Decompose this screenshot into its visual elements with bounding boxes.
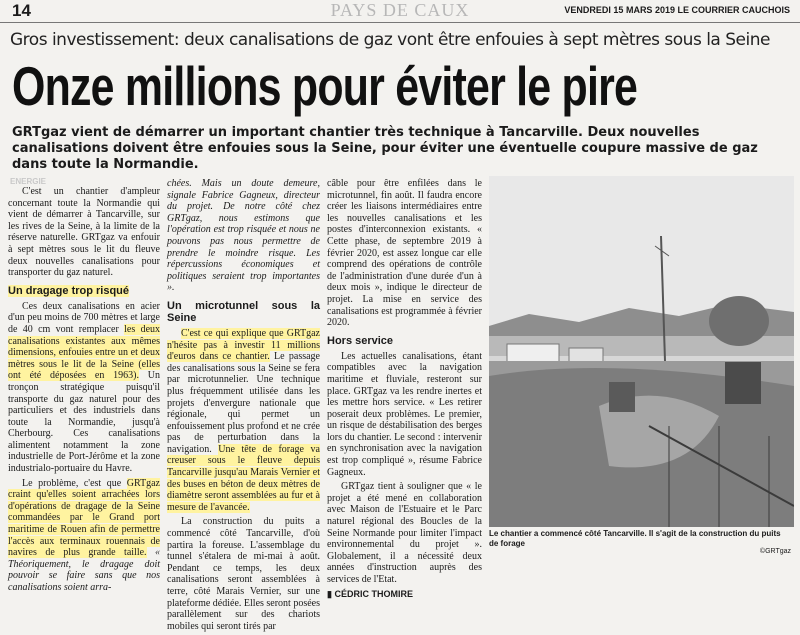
text-run: Le passage des canalisations sous la Seine se fera par microtunnelier. Une technique plus fréquemment utilisée dans les projets d'envergure nationale que régionale, qui permet un enfouissement plus profond et ne crée pas de perturbation dans la navigation.: [167, 351, 320, 455]
author-name: CÉDRIC THOMIRE: [334, 588, 413, 599]
paragraph: [8, 478, 160, 594]
highlighted-text: GRTgaz craint qu'elles soient arrachées lors d'opérations de dragage de la Seine commandées par le Grand port maritime de Rouen afin de permettre l'accès aux terminaux rouennais de navires de plus grande taille.: [8, 477, 160, 559]
paper-name: LE COURRIER CAUCHOIS: [677, 5, 790, 15]
standfirst: GRTgaz vient de démarrer un important chantier très technique à Tancarville. Deux nouvelles canalisations doivent être enfouies sous la Seine, pour éviter une éventuelle coupure massive de gaz dans toute la Normandie.: [12, 125, 758, 172]
construction-site-photo: [489, 176, 794, 527]
paragraph: [8, 301, 160, 475]
photo-illustration: [489, 176, 794, 527]
article-column-2: [167, 178, 320, 635]
subheading-text: Un dragage trop risqué: [8, 284, 130, 297]
kicker: Gros investissement: deux canalisations de gaz vont être enfouies à sept mètres sous la Seine: [10, 30, 770, 50]
highlighted-text: les deux canalisations existantes aux mêmes dimensions, enfouies entre un et deux mètres sous le lit de la Seine (elles ont été déposées en 1963).: [8, 323, 161, 382]
byline: ▮ CÉDRIC THOMIRE: [327, 588, 413, 599]
rubric-label: ENERGIE: [10, 177, 47, 186]
quote-text: chées. Mais un doute demeure, signale Fabrice Gagneux, directeur du projet. De notre côté chez GRTgaz, nous estimons que l'opération est trop risquée et nous ne pouvons pas nous permettre de prendre le moindre risque. Les répercussions économiques et politiques seraient trop importantes ».: [167, 178, 320, 294]
quote-text: « Théoriquement, le dragage doit pouvoir se faire sans que nos canalisations soient arra-: [8, 547, 161, 593]
headline: Onze millions pour éviter le pire: [12, 55, 638, 117]
paragraph: GRTgaz tient à souligner que « le projet a été mené en collaboration avec Maison de l'Estuaire et le Parc naturel régional des Boucles de la Seine Normande pour limiter l'impact environnemental du projet ». Globalement, il a nécessité deux années d'instruction auprès des services de l'Etat.: [327, 481, 482, 585]
subheading: Hors service: [327, 334, 394, 347]
article-column-3: [327, 178, 482, 600]
page-number: 14: [12, 1, 31, 20]
paragraph: [167, 328, 320, 514]
highlighted-text: C'est ce qui explique que GRTgaz n'hésite pas à investir 11 millions d'euros dans ce chantier.: [167, 327, 320, 363]
masthead: [0, 0, 800, 23]
paragraph: câble pour être enfilées dans le microtunnel, fin août. Il faudra encore créer les liaisons intermédiaires entre les nouvelles canalisations et les postes d'interconnexion existants. « Cette phase, de septembre 2019 à février 2020, est assez longue car elle comprend des opérations de contrôle de l'administration d'une durée d'un à deux mois », indique le directeur de projet. La mise en service des canalisations est programmée à février 2020.: [327, 178, 482, 329]
article-column-1: [8, 186, 160, 597]
issue-date: VENDREDI 15 MARS 2019: [564, 5, 675, 15]
highlighted-text: Une tête de forage va creuser sous le fleuve depuis Tancarville jusqu'au Marais Vernier et des buses en béton de deux mètres de diamètre seront assemblées au fur et à mesure de l'avancée.: [167, 443, 320, 513]
paragraph: [167, 178, 320, 294]
subheading: Un microtunnel sous la Seine: [167, 299, 320, 324]
section-title: PAYS DE CAUX: [330, 0, 470, 20]
paragraph: Les actuelles canalisations, étant compatibles avec la navigation maritime et fluviale, resteront sur place. GRTgaz va les rendre inertes et les mettre hors service. « Les retirer poserait deux problèmes. Le premier, un risque de déstabilisation des berges lors du chantier. Le second : intervenir en synchronisation avec la navigation est trop compliqué », résume Fabrice Gagneux.: [327, 350, 482, 478]
text-run: Un tronçon stratégique puisqu'il transporte du gaz naturel pour des particuliers et des industriels dans toute la Normandie, jusqu'à Cherbourg. Ces canalisations alimentent notamment la zone industrielle de Port-Jérôme et la zone industrialo-portuaire du Havre.: [8, 370, 160, 475]
paragraph: La construction du puits a commencé côté Tancarville, d'où partira la foreuse. L'assemblage du tunnel s'étalera de mi-mai à août. Pendant ce temps, les deux canalisations seront assemblées à terre, côté Marais Vernier, sur une plateforme dédiée. Elles seront posées parallèlement sur des chariots mobiles qui seront tirés par: [167, 516, 320, 632]
paragraph: C'est un chantier d'ampleur concernant toute la Normandie qui vient de démarrer à Tancarville, sur les rives de la Seine, à la limite de la réserve naturelle. GRTgaz va enfouir à sept mètres sous le lit du fleuve deux nouvelles canalisations pour transporter du gaz naturel.: [8, 186, 160, 279]
photo-credit: ©GRTgaz: [759, 548, 791, 555]
photo-caption: Le chantier a commencé côté Tancarville. Il s'agit de la construction du puits de forage: [489, 529, 781, 548]
subheading: [8, 285, 160, 297]
text-run: Le problème, c'est que: [22, 477, 127, 489]
text-run: Ces deux canalisations en acier d'un peu moins de 700 mètres et large de 40 cm vont remplacer: [8, 300, 160, 335]
dateline: [564, 5, 790, 15]
